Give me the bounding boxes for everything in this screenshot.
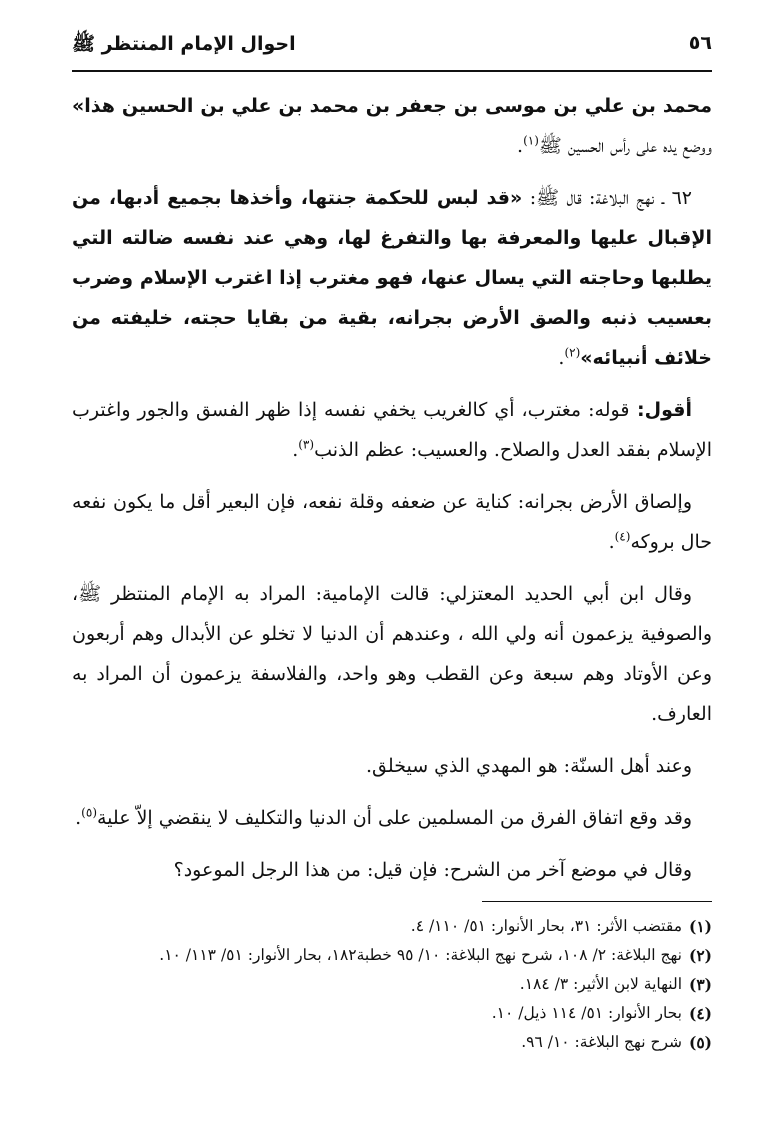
footnote-ref: (١) — [523, 133, 539, 148]
paragraph-tail: . — [558, 347, 565, 369]
paragraph-text: وقال ابن أبي الحديد المعتزلي: قالت الإمامية: المراد به الإمام المنتظر ﷺ، والصوفية يزعمون أنه ولي الله ، وعندهم أن الدنيا لا تخلو عن الأبدال وهم أربعون وعن الأوتاد وهم سبعة وعن القطب وهو واحد، والفلاسفة يزعمون أن المراد به العارف. — [72, 583, 712, 725]
footnote-text: نهج البلاغة: ٢/ ١٠٨، شرح نهج البلاغة: ١٠/ ٩٥ خطبة١٨٢، بحار الأنوار: ٥١/ ١١٣/ ١٠. — [159, 946, 682, 964]
paragraph-text: وعند أهل السنّة: هو المهدي الذي سيخلق. — [366, 755, 692, 777]
footnote-ref: (٢) — [564, 345, 581, 360]
footnote-item — [72, 999, 712, 1028]
bold-lead: محمد بن علي بن موسى بن جعفر بن محمد بن علي بن الحسين هذا» — [72, 95, 712, 117]
bold-lead: أقول: — [629, 399, 692, 421]
footnote-number: (٥) — [688, 1033, 712, 1052]
paragraph-6 — [72, 746, 712, 786]
paragraph-4 — [72, 482, 712, 562]
running-title: احوال الإمام المنتظر ﷺ — [72, 33, 296, 55]
footnote-item — [72, 912, 712, 941]
footnote-text: شرح نهج البلاغة: ١٠/ ٩٦. — [521, 1033, 682, 1051]
footnote-ref: (٥) — [81, 805, 97, 820]
paragraph-text: وإلصاق الأرض بجرانه: كناية عن ضعفه وقلة نفعه، فإن البعير أقل ما يكون نفعه حال بروكه — [72, 491, 712, 553]
paragraph-text: وقد وقع اتفاق الفرق من المسلمين على أن الدنيا والتكليف لا ينقضي إلاّ علية — [97, 807, 692, 829]
paragraph-lead: ٦٢ ـ نهج البلاغة: قال ﷺ: — [522, 187, 692, 209]
paragraph-5 — [72, 574, 712, 734]
footnote-number: (٤) — [688, 1004, 712, 1023]
footnote-number: (١) — [688, 917, 712, 936]
footnote-text: بحار الأنوار: ٥١/ ١١٤ ذيل/ ١٠. — [491, 1004, 682, 1022]
page-header — [72, 26, 712, 68]
footnote-item — [72, 1028, 712, 1057]
paragraph-text: قوله: مغترب، أي كالغريب يخفي نفسه إذا ظهر الفسق والجور واغترب الإسلام بفقد العدل والصلاح. والعسيب: عظم الذنب — [72, 399, 712, 461]
page-number: ٥٦ — [688, 32, 712, 54]
footnote-number: (٢) — [688, 946, 712, 965]
paragraph-tail: . — [75, 807, 82, 829]
footnote-item — [72, 970, 712, 999]
header-divider — [72, 70, 712, 72]
paragraph-3 — [72, 390, 712, 470]
paragraph-1 — [72, 86, 712, 166]
paragraph-7 — [72, 798, 712, 838]
paragraph-text: ووضع يده على رأس الحسين ﷺ — [538, 135, 712, 157]
footnote-text: مقتضب الأثر: ٣١، بحار الأنوار: ٥١/ ١١٠/ ٤. — [410, 917, 682, 935]
paragraph-2 — [72, 178, 712, 378]
paragraph-tail: . — [517, 135, 524, 157]
main-text — [72, 86, 712, 902]
footnote-text: النهاية لابن الأثير: ٣/ ١٨٤. — [519, 975, 682, 993]
paragraph-text: وقال في موضع آخر من الشرح: فإن قيل: من هذا الرجل الموعود؟ — [173, 859, 692, 881]
bold-quote: «قد لبس للحكمة جنتها، وأخذها بجميع أدبها، من الإقبال عليها والمعرفة بها والتفرغ لها، وهي عند نفسه ضالته التي يطلبها وحاجته التي يسال عنها، فهو مغترب إذا اغترب الإسلام وضرب بعسيب ذنبه والصق الأرض بجرانه، بقية من بقايا حجته، خليفته من خلائف أنبيائه» — [72, 187, 712, 369]
footnote-divider — [482, 901, 712, 902]
footnote-item — [72, 941, 712, 970]
footnote-ref: (٣) — [298, 437, 315, 452]
paragraph-8 — [72, 850, 712, 890]
footnote-ref: (٤) — [614, 529, 631, 544]
footnotes — [72, 912, 712, 1057]
paragraph-tail: . — [292, 439, 299, 461]
paragraph-tail: . — [608, 531, 615, 553]
footnote-number: (٣) — [688, 975, 712, 994]
